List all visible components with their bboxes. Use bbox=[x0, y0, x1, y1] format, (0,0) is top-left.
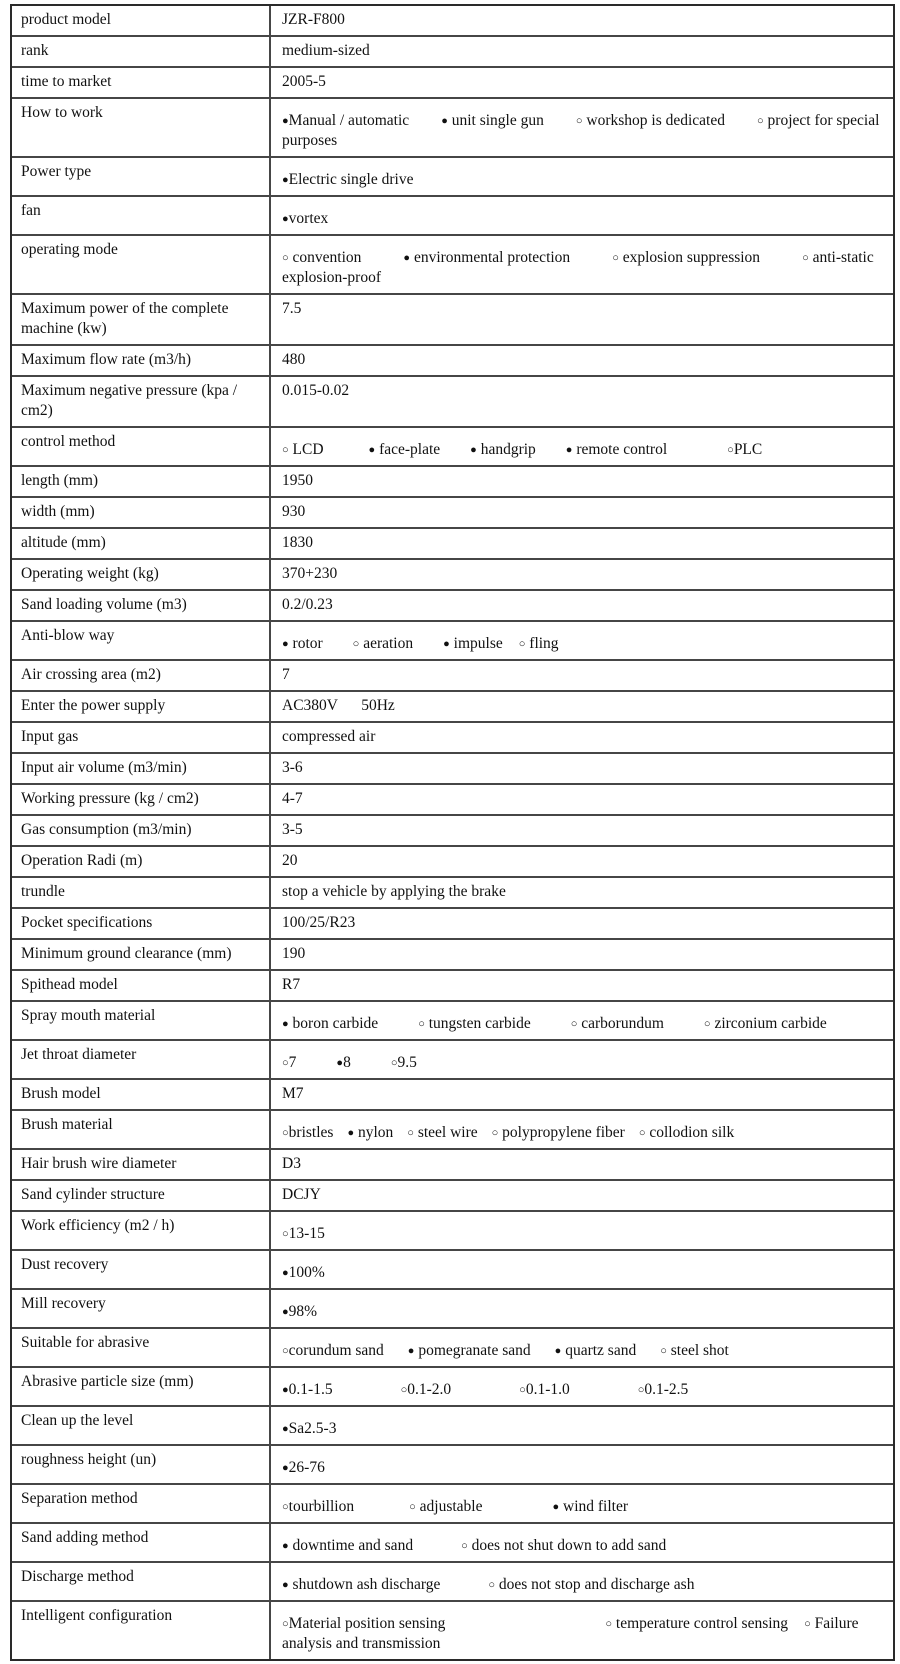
spec-option bbox=[282, 441, 324, 458]
spec-row bbox=[12, 1080, 893, 1111]
spec-value bbox=[271, 1111, 893, 1148]
option-label: project for special purposes bbox=[282, 112, 880, 149]
spec-value bbox=[271, 428, 893, 465]
spec-label: How to work bbox=[12, 99, 271, 156]
spec-value bbox=[271, 1329, 893, 1366]
spec-label: Dust recovery bbox=[12, 1251, 271, 1288]
spec-value bbox=[271, 197, 893, 234]
option-label: convention bbox=[288, 249, 362, 266]
spec-label: Operating weight (kg) bbox=[12, 560, 271, 589]
spec-value: D3 bbox=[282, 1155, 301, 1172]
spec-row bbox=[12, 1041, 893, 1080]
option-label: shutdown ash discharge bbox=[288, 1576, 441, 1593]
option-label: 100% bbox=[288, 1264, 325, 1281]
bullet-open-icon: ○ bbox=[488, 1579, 495, 1591]
spec-label: product model bbox=[12, 6, 271, 35]
spec-label: Jet throat diameter bbox=[12, 1041, 271, 1078]
spec-option bbox=[282, 171, 413, 188]
spec-value: compressed air bbox=[282, 728, 376, 745]
bullet-open-icon: ○ bbox=[491, 1127, 499, 1139]
spec-label: Enter the power supply bbox=[12, 692, 271, 721]
spec-value: 1830 bbox=[282, 534, 313, 551]
spec-row bbox=[12, 1485, 893, 1524]
option-label: Sa2.5-3 bbox=[288, 1420, 337, 1437]
option-label: workshop is dedicated bbox=[582, 112, 725, 129]
spec-option bbox=[369, 441, 441, 458]
spec-value bbox=[271, 1602, 893, 1659]
spec-label: Spithead model bbox=[12, 971, 271, 1000]
bullet-filled-icon: ● bbox=[403, 252, 411, 264]
spec-value: AC380V 50Hz bbox=[282, 697, 395, 714]
spec-option bbox=[727, 441, 762, 458]
spec-value bbox=[271, 1290, 893, 1327]
option-label: 7 bbox=[288, 1054, 297, 1071]
spec-label: Air crossing area (m2) bbox=[12, 661, 271, 690]
spec-row bbox=[12, 377, 893, 428]
spec-row bbox=[12, 1602, 893, 1659]
spec-option bbox=[336, 1054, 350, 1071]
spec-value: medium-sized bbox=[282, 42, 370, 59]
spec-option bbox=[566, 441, 667, 458]
spec-label: Sand cylinder structure bbox=[12, 1181, 271, 1210]
spec-label: Work efficiency (m2 / h) bbox=[12, 1212, 271, 1249]
option-label: 0.1-1.0 bbox=[525, 1381, 570, 1398]
spec-value bbox=[271, 1485, 893, 1522]
spec-row bbox=[12, 346, 893, 377]
spec-option bbox=[704, 1015, 827, 1032]
spec-row bbox=[12, 467, 893, 498]
spec-option bbox=[488, 1576, 694, 1593]
bullet-filled-icon: ● bbox=[282, 115, 289, 127]
bullet-open-icon: ○ bbox=[409, 1501, 416, 1513]
spec-label: Anti-blow way bbox=[12, 622, 271, 659]
bullet-filled-icon: ● bbox=[565, 444, 573, 456]
spec-value: 7 bbox=[282, 666, 290, 683]
spec-option bbox=[461, 1537, 666, 1554]
bullet-open-icon: ○ bbox=[282, 1618, 289, 1630]
spec-option bbox=[282, 1264, 325, 1281]
option-label: 9.5 bbox=[397, 1054, 417, 1071]
spec-option bbox=[282, 1225, 325, 1242]
spec-label: fan bbox=[12, 197, 271, 234]
spec-option bbox=[282, 1420, 336, 1437]
spec-option bbox=[407, 1124, 477, 1141]
spec-label: Sand adding method bbox=[12, 1524, 271, 1561]
option-label: 0.1-2.5 bbox=[644, 1381, 689, 1398]
bullet-filled-icon: ● bbox=[282, 213, 289, 225]
bullet-open-icon: ○ bbox=[282, 1501, 289, 1513]
spec-option bbox=[282, 1342, 384, 1359]
option-label: remote control bbox=[572, 441, 668, 458]
spec-option bbox=[612, 249, 760, 266]
spec-row bbox=[12, 1368, 893, 1407]
bullet-open-icon: ○ bbox=[518, 638, 526, 650]
spec-row bbox=[12, 909, 893, 940]
option-label: wind filter bbox=[559, 1498, 629, 1515]
spec-label: Brush material bbox=[12, 1111, 271, 1148]
bullet-filled-icon: ● bbox=[282, 1018, 289, 1030]
spec-option bbox=[408, 1342, 531, 1359]
option-label: nylon bbox=[354, 1124, 394, 1141]
spec-row bbox=[12, 1524, 893, 1563]
option-label: rotor bbox=[288, 635, 323, 652]
bullet-open-icon: ○ bbox=[352, 638, 360, 650]
spec-value bbox=[271, 622, 893, 659]
bullet-open-icon: ○ bbox=[804, 1618, 811, 1630]
bullet-open-icon: ○ bbox=[418, 1018, 425, 1030]
spec-option bbox=[660, 1342, 729, 1359]
spec-value bbox=[271, 1212, 893, 1249]
bullet-open-icon: ○ bbox=[390, 1057, 398, 1069]
option-label: steel shot bbox=[666, 1342, 729, 1359]
spec-row bbox=[12, 295, 893, 346]
bullet-filled-icon: ● bbox=[368, 444, 376, 456]
option-label: explosion suppression bbox=[618, 249, 761, 266]
spec-label: time to market bbox=[12, 68, 271, 97]
spec-label: Power type bbox=[12, 158, 271, 195]
spec-option bbox=[282, 1459, 325, 1476]
spec-value bbox=[271, 1563, 893, 1600]
option-label: 13-15 bbox=[288, 1225, 325, 1242]
bullet-open-icon: ○ bbox=[703, 1018, 711, 1030]
spec-value: 1950 bbox=[282, 472, 313, 489]
spec-option bbox=[282, 1015, 378, 1032]
spec-value: 0.015-0.02 bbox=[282, 382, 350, 399]
option-label: 8 bbox=[343, 1054, 351, 1071]
option-label: does not stop and discharge ash bbox=[495, 1576, 695, 1593]
spec-value: DCJY bbox=[282, 1186, 321, 1203]
spec-row bbox=[12, 498, 893, 529]
spec-option bbox=[282, 249, 361, 266]
spec-row bbox=[12, 847, 893, 878]
bullet-filled-icon: ● bbox=[552, 1501, 560, 1513]
spec-row bbox=[12, 1407, 893, 1446]
option-label: Electric single drive bbox=[288, 171, 414, 188]
spec-option bbox=[576, 112, 725, 129]
bullet-filled-icon: ● bbox=[282, 1423, 289, 1435]
spec-label: width (mm) bbox=[12, 498, 271, 527]
option-label: handgrip bbox=[476, 441, 536, 458]
bullet-filled-icon: ● bbox=[347, 1127, 355, 1139]
option-label: corundum sand bbox=[288, 1342, 384, 1359]
spec-option bbox=[409, 1498, 482, 1515]
spec-option bbox=[492, 1124, 625, 1141]
spec-row bbox=[12, 1212, 893, 1251]
bullet-open-icon: ○ bbox=[282, 444, 289, 456]
spec-row bbox=[12, 197, 893, 236]
bullet-open-icon: ○ bbox=[637, 1384, 645, 1396]
bullet-open-icon: ○ bbox=[570, 1018, 578, 1030]
bullet-open-icon: ○ bbox=[407, 1127, 414, 1139]
option-label: does not shut down to add sand bbox=[467, 1537, 667, 1554]
spec-label: Mill recovery bbox=[12, 1290, 271, 1327]
bullet-filled-icon: ● bbox=[470, 444, 477, 456]
spec-option bbox=[441, 112, 544, 129]
spec-row bbox=[12, 158, 893, 197]
bullet-filled-icon: ● bbox=[282, 1579, 289, 1591]
spec-label: Operation Radi (m) bbox=[12, 847, 271, 876]
option-label: collodion silk bbox=[645, 1124, 735, 1141]
bullet-open-icon: ○ bbox=[802, 252, 809, 264]
spec-label: rank bbox=[12, 37, 271, 66]
spec-value: 7.5 bbox=[282, 300, 302, 317]
option-label: zirconium carbide bbox=[710, 1015, 827, 1032]
bullet-filled-icon: ● bbox=[282, 174, 289, 186]
spec-option bbox=[418, 1015, 531, 1032]
option-label: tourbillion bbox=[288, 1498, 355, 1515]
bullet-open-icon: ○ bbox=[282, 252, 289, 264]
spec-label: Maximum power of the complete machine (kw) bbox=[12, 295, 271, 344]
spec-label: Minimum ground clearance (mm) bbox=[12, 940, 271, 969]
bullet-filled-icon: ● bbox=[443, 638, 450, 650]
option-label: temperature control sensing bbox=[612, 1615, 789, 1632]
bullet-filled-icon: ● bbox=[282, 1306, 289, 1318]
option-label: adjustable bbox=[415, 1498, 483, 1515]
spec-option bbox=[282, 1054, 296, 1071]
bullet-filled-icon: ● bbox=[336, 1057, 344, 1069]
spec-label: Sand loading volume (m3) bbox=[12, 591, 271, 620]
bullet-open-icon: ○ bbox=[282, 1228, 289, 1240]
bullet-filled-icon: ● bbox=[282, 1462, 289, 1474]
option-label: Failure analysis and transmission bbox=[282, 1615, 859, 1652]
spec-row bbox=[12, 661, 893, 692]
spec-option bbox=[282, 635, 323, 652]
spec-row bbox=[12, 560, 893, 591]
option-label: fling bbox=[525, 635, 559, 652]
spec-label: Maximum negative pressure (kpa / cm2) bbox=[12, 377, 271, 426]
spec-option bbox=[282, 1537, 413, 1554]
spec-row bbox=[12, 1251, 893, 1290]
spec-row bbox=[12, 754, 893, 785]
spec-value: 100/25/R23 bbox=[282, 914, 356, 931]
bullet-open-icon: ○ bbox=[605, 1618, 613, 1630]
spec-row bbox=[12, 971, 893, 1002]
spec-label: Input gas bbox=[12, 723, 271, 752]
spec-option bbox=[638, 1381, 689, 1398]
spec-option bbox=[353, 635, 413, 652]
spec-label: Brush model bbox=[12, 1080, 271, 1109]
spec-label: Intelligent configuration bbox=[12, 1602, 271, 1659]
spec-label: trundle bbox=[12, 878, 271, 907]
bullet-open-icon: ○ bbox=[282, 1057, 289, 1069]
bullet-filled-icon: ● bbox=[441, 115, 448, 127]
spec-option bbox=[282, 1576, 440, 1593]
spec-value: 4-7 bbox=[282, 790, 303, 807]
spec-row bbox=[12, 1329, 893, 1368]
spec-label: length (mm) bbox=[12, 467, 271, 496]
spec-row bbox=[12, 1446, 893, 1485]
spec-label: Pocket specifications bbox=[12, 909, 271, 938]
spec-label: Hair brush wire diameter bbox=[12, 1150, 271, 1179]
spec-label: Clean up the level bbox=[12, 1407, 271, 1444]
spec-value: 190 bbox=[282, 945, 306, 962]
spec-label: Suitable for abrasive bbox=[12, 1329, 271, 1366]
option-label: vortex bbox=[288, 210, 329, 227]
option-label: steel wire bbox=[413, 1124, 478, 1141]
spec-option bbox=[571, 1015, 664, 1032]
bullet-filled-icon: ● bbox=[554, 1345, 562, 1357]
spec-value bbox=[271, 1041, 893, 1078]
spec-value bbox=[271, 236, 893, 293]
option-label: tungsten carbide bbox=[424, 1015, 531, 1032]
spec-value bbox=[271, 1524, 893, 1561]
spec-option bbox=[282, 1124, 333, 1141]
spec-value: 930 bbox=[282, 503, 306, 520]
spec-label: altitude (mm) bbox=[12, 529, 271, 558]
spec-row bbox=[12, 1150, 893, 1181]
spec-value: 480 bbox=[282, 351, 306, 368]
bullet-open-icon: ○ bbox=[282, 1127, 289, 1139]
spec-row bbox=[12, 236, 893, 295]
spec-value: M7 bbox=[282, 1085, 304, 1102]
option-label: LCD bbox=[288, 441, 324, 458]
spec-value bbox=[271, 1251, 893, 1288]
option-label: PLC bbox=[733, 441, 763, 458]
bullet-open-icon: ○ bbox=[757, 115, 764, 127]
spec-value: 0.2/0.23 bbox=[282, 596, 333, 613]
spec-value: 370+230 bbox=[282, 565, 338, 582]
spec-option bbox=[552, 1498, 628, 1515]
spec-option bbox=[282, 210, 328, 227]
spec-option bbox=[282, 249, 874, 286]
spec-row bbox=[12, 1563, 893, 1602]
spec-row bbox=[12, 37, 893, 68]
spec-row bbox=[12, 1181, 893, 1212]
option-label: Manual / automatic bbox=[288, 112, 410, 129]
spec-value: 3-6 bbox=[282, 759, 303, 776]
spec-option bbox=[282, 1615, 445, 1632]
spec-label: Separation method bbox=[12, 1485, 271, 1522]
spec-label: Abrasive particle size (mm) bbox=[12, 1368, 271, 1405]
spec-row bbox=[12, 529, 893, 560]
spec-label: Maximum flow rate (m3/h) bbox=[12, 346, 271, 375]
option-label: bristles bbox=[288, 1124, 334, 1141]
spec-label: Spray mouth material bbox=[12, 1002, 271, 1039]
bullet-filled-icon: ● bbox=[282, 1540, 289, 1552]
spec-label: control method bbox=[12, 428, 271, 465]
spec-option bbox=[639, 1124, 734, 1141]
option-label: 0.1-2.0 bbox=[407, 1381, 452, 1398]
spec-row bbox=[12, 940, 893, 971]
spec-value bbox=[271, 158, 893, 195]
option-label: pomegranate sand bbox=[414, 1342, 531, 1359]
spec-option bbox=[605, 1615, 788, 1632]
bullet-open-icon: ○ bbox=[282, 1345, 289, 1357]
spec-row bbox=[12, 99, 893, 158]
bullet-filled-icon: ● bbox=[282, 1267, 289, 1279]
spec-value bbox=[271, 99, 893, 156]
option-label: 98% bbox=[288, 1303, 318, 1320]
spec-table bbox=[10, 4, 895, 1661]
spec-label: Gas consumption (m3/min) bbox=[12, 816, 271, 845]
option-label: face-plate bbox=[375, 441, 441, 458]
spec-option bbox=[403, 249, 570, 266]
spec-option bbox=[282, 1498, 354, 1515]
option-label: impulse bbox=[449, 635, 503, 652]
spec-label: Discharge method bbox=[12, 1563, 271, 1600]
bullet-open-icon: ○ bbox=[400, 1384, 408, 1396]
option-label: unit single gun bbox=[447, 112, 544, 129]
spec-row bbox=[12, 723, 893, 754]
option-label: carborundum bbox=[577, 1015, 664, 1032]
spec-value: stop a vehicle by applying the brake bbox=[282, 883, 506, 900]
spec-option bbox=[443, 635, 503, 652]
option-label: 0.1-1.5 bbox=[288, 1381, 333, 1398]
spec-value: 2005-5 bbox=[282, 73, 326, 90]
spec-label: Working pressure (kg / cm2) bbox=[12, 785, 271, 814]
spec-option bbox=[347, 1124, 393, 1141]
spec-option bbox=[555, 1342, 637, 1359]
spec-row bbox=[12, 68, 893, 99]
bullet-open-icon: ○ bbox=[612, 252, 619, 264]
spec-label: Input air volume (m3/min) bbox=[12, 754, 271, 783]
spec-value bbox=[271, 1002, 893, 1039]
spec-value: R7 bbox=[282, 976, 301, 993]
spec-option bbox=[282, 112, 409, 129]
spec-row bbox=[12, 622, 893, 661]
spec-row bbox=[12, 692, 893, 723]
spec-row bbox=[12, 591, 893, 622]
bullet-open-icon: ○ bbox=[519, 1384, 526, 1396]
bullet-open-icon: ○ bbox=[461, 1540, 468, 1552]
option-label: boron carbide bbox=[288, 1015, 379, 1032]
option-label: environmental protection bbox=[410, 249, 571, 266]
bullet-filled-icon: ● bbox=[282, 1384, 289, 1396]
spec-row bbox=[12, 428, 893, 467]
spec-option bbox=[282, 1381, 333, 1398]
option-label: quartz sand bbox=[561, 1342, 637, 1359]
option-label: aeration bbox=[359, 635, 414, 652]
spec-option bbox=[519, 635, 559, 652]
option-label: Material position sensing bbox=[288, 1615, 446, 1632]
spec-row bbox=[12, 878, 893, 909]
spec-option bbox=[401, 1381, 452, 1398]
option-label: anti-static explosion-proof bbox=[282, 249, 874, 286]
bullet-open-icon: ○ bbox=[660, 1345, 667, 1357]
spec-value: 20 bbox=[282, 852, 298, 869]
spec-value: 3-5 bbox=[282, 821, 303, 838]
bullet-open-icon: ○ bbox=[727, 444, 734, 456]
spec-row bbox=[12, 785, 893, 816]
spec-value bbox=[271, 1407, 893, 1444]
option-label: 26-76 bbox=[288, 1459, 325, 1476]
spec-value bbox=[271, 1446, 893, 1483]
option-label: polypropylene fiber bbox=[498, 1124, 625, 1141]
spec-value: JZR-F800 bbox=[282, 11, 345, 28]
spec-row bbox=[12, 816, 893, 847]
bullet-filled-icon: ● bbox=[407, 1345, 415, 1357]
spec-row bbox=[12, 6, 893, 37]
spec-option bbox=[519, 1381, 570, 1398]
spec-option bbox=[282, 1303, 317, 1320]
spec-row bbox=[12, 1290, 893, 1329]
spec-row bbox=[12, 1111, 893, 1150]
option-label: downtime and sand bbox=[288, 1537, 414, 1554]
spec-value bbox=[271, 1368, 893, 1405]
bullet-open-icon: ○ bbox=[575, 115, 583, 127]
bullet-open-icon: ○ bbox=[638, 1127, 646, 1139]
spec-label: roughness height (un) bbox=[12, 1446, 271, 1483]
spec-option bbox=[391, 1054, 417, 1071]
spec-label: operating mode bbox=[12, 236, 271, 293]
bullet-filled-icon: ● bbox=[282, 638, 289, 650]
spec-row bbox=[12, 1002, 893, 1041]
spec-option bbox=[470, 441, 536, 458]
